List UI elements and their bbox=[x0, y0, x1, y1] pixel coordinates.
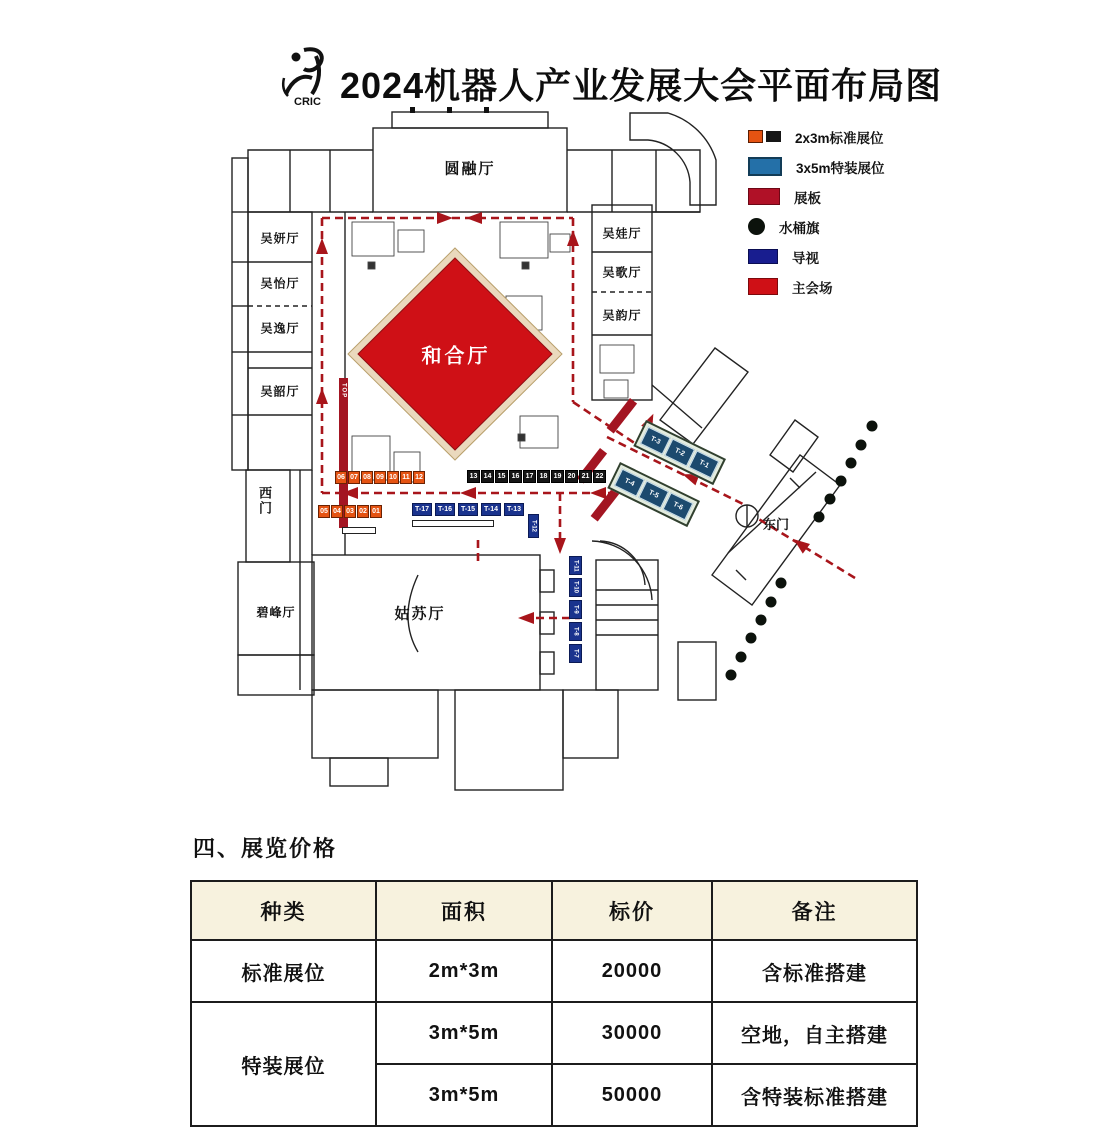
booth: 08 bbox=[361, 471, 373, 484]
pricing-header-row bbox=[191, 881, 917, 940]
room-label-left-hall-3: 吴逸厅 bbox=[260, 321, 300, 336]
cell-price: 20000 bbox=[552, 940, 712, 1002]
room-label-right-hall-3: 吴韵厅 bbox=[602, 308, 642, 323]
booth: 21 bbox=[579, 470, 592, 483]
room-label-hehe-main-venue: 和合厅 bbox=[421, 345, 491, 368]
standard-booths-orange-row-2 bbox=[318, 505, 382, 518]
legend-label: 主会场 bbox=[792, 280, 833, 296]
booth: 22 bbox=[593, 470, 606, 483]
pricing-row-standard bbox=[191, 940, 917, 1002]
booth: T-5 bbox=[638, 481, 669, 509]
booth: 16 bbox=[509, 470, 522, 483]
svg-text:CRIC: CRIC bbox=[294, 96, 321, 108]
room-label-yuanrong: 圆融厅 bbox=[444, 160, 496, 178]
booth: 14 bbox=[481, 470, 494, 483]
booth: 07 bbox=[348, 471, 360, 484]
cell-area: 3m*5m bbox=[376, 1064, 552, 1126]
booth: 19 bbox=[551, 470, 564, 483]
booth: T-7 bbox=[569, 644, 582, 663]
legend-label: 展板 bbox=[794, 190, 821, 206]
cell-note: 含标准搭建 bbox=[712, 940, 917, 1002]
booth: 11 bbox=[400, 471, 412, 484]
booth: T-16 bbox=[435, 503, 455, 516]
booth: T-13 bbox=[504, 503, 524, 516]
booth: 12 bbox=[413, 471, 425, 484]
page-title: 2024机器人产业发展大会平面布局图 bbox=[340, 65, 943, 106]
standard-booths-orange-row bbox=[335, 471, 425, 484]
booth: T-17 bbox=[412, 503, 432, 516]
booth: 17 bbox=[523, 470, 536, 483]
booth: 09 bbox=[374, 471, 386, 484]
booth: 18 bbox=[537, 470, 550, 483]
table-outline bbox=[342, 527, 376, 534]
booth: 15 bbox=[495, 470, 508, 483]
col-header-note: 备注 bbox=[712, 881, 917, 940]
col-header-type: 种类 bbox=[191, 881, 376, 940]
legend-label: 2x3m标准展位 bbox=[795, 130, 884, 146]
display-boards bbox=[577, 398, 637, 521]
special-booths-t-column bbox=[569, 556, 582, 663]
booth: T-1 bbox=[689, 450, 720, 478]
booth: 13 bbox=[467, 470, 480, 483]
booth: T-6 bbox=[663, 492, 694, 520]
booth: T-8 bbox=[569, 622, 582, 641]
room-label-left-hall-1: 吴妍厅 bbox=[260, 231, 300, 246]
booth: 02 bbox=[357, 505, 369, 518]
room-label-bifeng: 碧峰厅 bbox=[256, 605, 296, 620]
booth: T-2 bbox=[664, 439, 695, 467]
booth: 10 bbox=[387, 471, 399, 484]
standard-booths-black-row bbox=[467, 470, 606, 483]
building-outline bbox=[232, 107, 840, 790]
booth: 20 bbox=[565, 470, 578, 483]
gate-label-west: 西门 bbox=[257, 486, 272, 516]
booth: T-14 bbox=[481, 503, 501, 516]
legend-label: 水桶旗 bbox=[779, 220, 820, 236]
route-dashed bbox=[322, 218, 855, 618]
pricing-row-special-1 bbox=[191, 1002, 917, 1064]
table-outline bbox=[412, 520, 494, 527]
booth: 06 bbox=[335, 471, 347, 484]
special-booths-t-row bbox=[412, 503, 524, 516]
room-label-right-hall-1: 吴娃厅 bbox=[602, 226, 642, 241]
cell-price: 30000 bbox=[552, 1002, 712, 1064]
booth: T-10 bbox=[569, 578, 582, 597]
cell-type: 标准展位 bbox=[191, 940, 376, 1002]
cell-area: 2m*3m bbox=[376, 940, 552, 1002]
cell-note: 空地，自主搭建 bbox=[712, 1002, 917, 1064]
booth: T-4 bbox=[614, 469, 645, 497]
top-display-board: TOP bbox=[339, 378, 348, 528]
gate-label-east: 东门 bbox=[763, 517, 790, 532]
booth: T-11 bbox=[569, 556, 582, 575]
room-label-left-hall-4: 吴韶厅 bbox=[260, 384, 300, 399]
booth: 05 bbox=[318, 505, 330, 518]
cell-note: 含特装标准搭建 bbox=[712, 1064, 917, 1126]
room-label-left-hall-2: 吴怡厅 bbox=[260, 276, 300, 291]
booth: 04 bbox=[331, 505, 343, 518]
booth: 01 bbox=[370, 505, 382, 518]
cell-type: 特装展位 bbox=[191, 1002, 376, 1126]
legend-label: 导视 bbox=[792, 250, 819, 266]
legend-label: 3x5m特装展位 bbox=[796, 160, 885, 176]
pricing-table bbox=[190, 880, 918, 1127]
cell-area: 3m*5m bbox=[376, 1002, 552, 1064]
booth: T-15 bbox=[458, 503, 478, 516]
room-label-right-hall-2: 吴歌厅 bbox=[602, 265, 642, 280]
booth: T-9 bbox=[569, 600, 582, 619]
booth: T-3 bbox=[640, 427, 671, 455]
col-header-area: 面积 bbox=[376, 881, 552, 940]
room-label-gusu: 姑苏厅 bbox=[394, 605, 446, 623]
pricing-section-title: 四、展览价格 bbox=[193, 836, 338, 861]
route-arrows bbox=[316, 212, 810, 624]
col-header-price: 标价 bbox=[552, 881, 712, 940]
special-booth-t12: T-12 bbox=[528, 514, 539, 538]
cell-price: 50000 bbox=[552, 1064, 712, 1126]
booth: 03 bbox=[344, 505, 356, 518]
